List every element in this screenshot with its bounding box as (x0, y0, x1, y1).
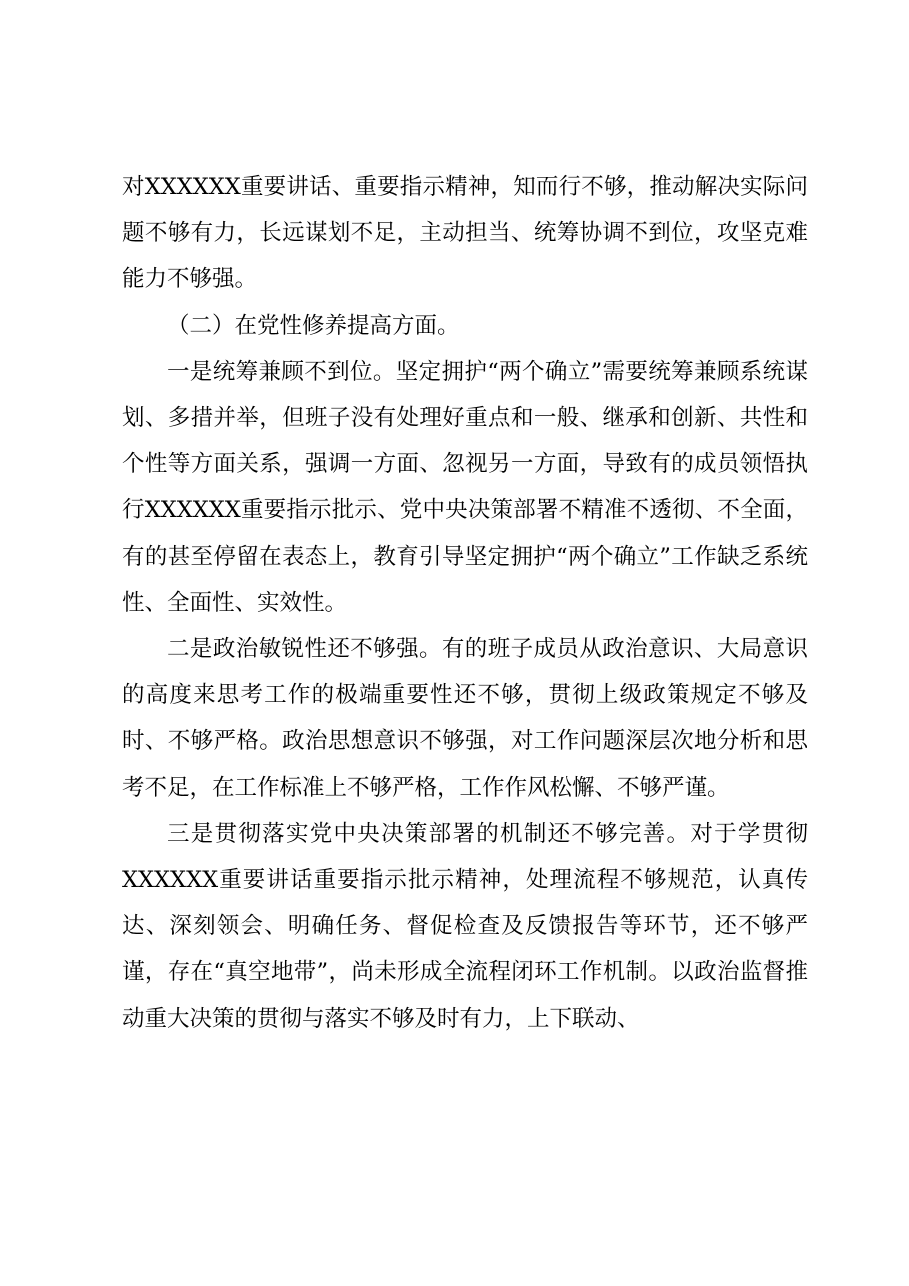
paragraph-two: 二是政治敏锐性还不够强。有的班子成员从政治意识、大局意识的高度来思考工作的极端重要性还不够，贯彻上级政策规定不够及时、不够严格。政治思想意识不够强，对工作问题深层次地分析和思考不足，在工作标准上不够严格，工作作风松懈、不够严谨。 (122, 636, 808, 801)
paragraph-three: 三是贯彻落实党中央决策部署的机制还不够完善。对于学贯彻XXXXXX重要讲话重要指示批示精神，处理流程不够规范，认真传达、深刻领会、明确任务、督促检查及反馈报告等环节，还不够严谨，存在“真空地带”，尚未形成全流程闭环工作机制。以政治监督推动重大决策的贯彻与落实不够及时有力，上下联动、 (122, 820, 808, 1032)
section-heading: （二）在党性修养提高方面。 (167, 312, 460, 339)
paragraph-one: 一是统筹兼顾不到位。坚定拥护“两个确立”需要统筹兼顾系统谋划、多措并举，但班子没有处理好重点和一般、继承和创新、共性和个性等方面关系，强调一方面、忽视另一方面，导致有的成员领悟执行XXXXXX重要指示批示、党中央决策部署不精准不透彻、不全面，有的甚至停留在表态上，教育引导坚定拥护“两个确立”工作缺乏系统性、全面性、实效性。 (122, 358, 808, 616)
paragraph-continuation: 对XXXXXX重要讲话、重要指示精神，知而行不够，推动解决实际问题不够有力，长远谋划不足，主动担当、统筹协调不到位，攻坚克难能力不够强。 (122, 174, 808, 293)
document-body (122, 164, 808, 1042)
